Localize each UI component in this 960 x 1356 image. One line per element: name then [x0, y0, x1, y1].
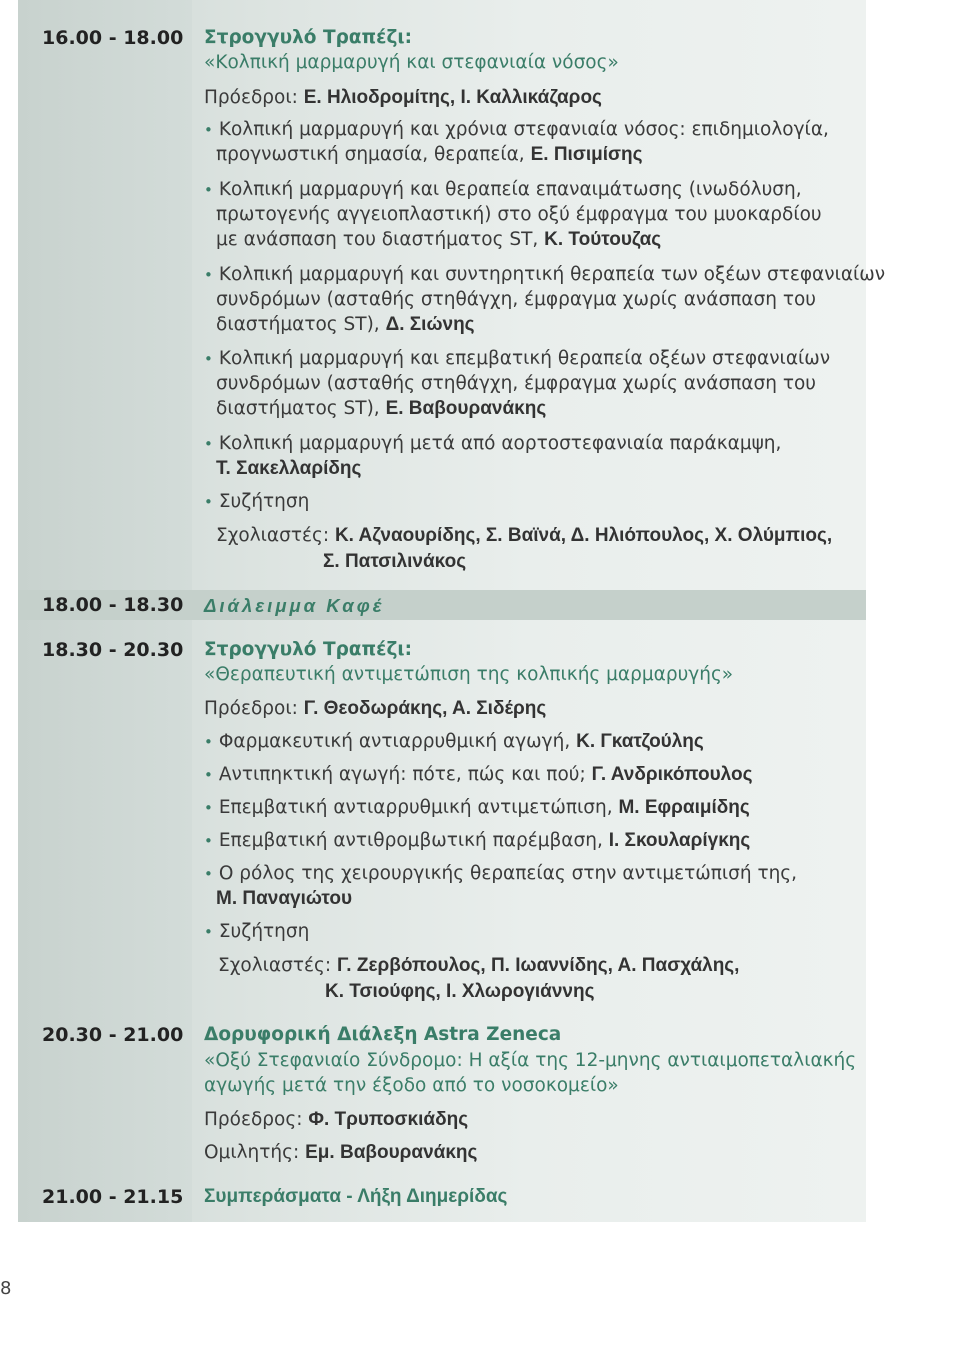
- s1-talk-3-line-3: διαστήματος ST), Δ. Σιώνης: [216, 314, 475, 335]
- s3-talk-1: • Φαρμακευτική αντιαρρυθμική αγωγή, Κ. Γκατζούλης: [204, 730, 704, 754]
- s1-commentators-line-1: Σχολιαστές: Κ. Αζναουρίδης, Σ. Βαϊνά, Δ. Ηλιόπουλος, Χ. Ολύμπιος,: [216, 525, 833, 546]
- session-4-title-line-2: αγωγής μετά την έξοδο από το νοσοκομείο»: [204, 1075, 619, 1096]
- s1-commentators-line-2: Σ. Πατσιλινάκος: [323, 551, 467, 572]
- s1-talk-3-line-1: • Κολπική μαρμαρυγή και συντηρητική θεραπεία των οξέων στεφανιαίων: [204, 263, 885, 287]
- s3-talk-5-line-1: • Ο ρόλος της χειρουργικής θεραπείας στην αντιμετώπισή της,: [204, 862, 797, 886]
- s1-talk-1-line-2: προγνωστική σημασία, θεραπεία, Ε. Πισιμίσης: [216, 144, 643, 165]
- page-number: 8: [0, 1278, 12, 1299]
- s1-talk-1-line-1: • Κολπική μαρμαρυγή και χρόνια στεφανιαία νόσος: επιδημιολογία,: [204, 118, 829, 142]
- session-4-speaker: Ομιλητής: Εμ. Βαβουρανάκης: [204, 1142, 478, 1163]
- s3-discussion: • Συζήτηση: [204, 920, 309, 944]
- session-3-type: Στρογγυλό Τραπέζι:: [204, 639, 412, 660]
- s3-talk-3: • Επεμβατική αντιαρρυθμική αντιμετώπιση, Μ. Εφραιμίδης: [204, 796, 750, 820]
- session-4-chair: Πρόεδρος: Φ. Τρυποσκιάδης: [204, 1109, 469, 1130]
- coffee-break-title: Διάλειμμα Καφέ: [204, 595, 385, 616]
- session-3-chairs: Πρόεδροι: Γ. Θεοδωράκης, Α. Σιδέρης: [204, 698, 547, 719]
- s3-talk-5-speaker: Μ. Παναγιώτου: [216, 888, 353, 909]
- s1-talk-2-line-3: με ανάσπαση του διαστήματος ST, Κ. Τούτουζας: [216, 229, 662, 250]
- session-4-title-line-1: «Οξύ Στεφανιαίο Σύνδρομο: Η αξία της 12-μηνης αντιαιμοπεταλιακής: [204, 1050, 857, 1071]
- session-3-time: 18.30 - 20.30: [42, 639, 184, 661]
- session-1-title: «Κολπική μαρμαρυγή και στεφανιαία νόσος»: [204, 52, 619, 73]
- session-2-time: 18.00 - 18.30: [42, 594, 184, 616]
- s1-talk-4-line-3: διαστήματος ST), Ε. Βαβουρανάκης: [216, 398, 547, 419]
- s1-talk-4-line-2: συνδρόμων (ασταθής στηθάγχη, έμφραγμα χωρίς ανάσπαση του: [216, 373, 816, 394]
- session-4-time: 20.30 - 21.00: [42, 1024, 184, 1046]
- s3-commentators-line-1: Σχολιαστές: Γ. Ζερβόπουλος, Π. Ιωαννίδης, Α. Πασχάλης,: [218, 955, 740, 976]
- s1-talk-2-line-1: • Κολπική μαρμαρυγή και θεραπεία επαναιμάτωσης (ινωδόλυση,: [204, 178, 802, 202]
- session-3-title: «Θεραπευτική αντιμετώπιση της κολπικής μαρμαρυγής»: [204, 664, 734, 685]
- s1-talk-5-line-1: • Κολπική μαρμαρυγή μετά από αορτοστεφανιαία παράκαμψη,: [204, 432, 781, 456]
- session-1-type: Στρογγυλό Τραπέζι:: [204, 27, 412, 48]
- s1-talk-5-speaker: Τ. Σακελλαρίδης: [216, 458, 362, 479]
- session-1-time: 16.00 - 18.00: [42, 27, 184, 49]
- s1-talk-4-line-1: • Κολπική μαρμαρυγή και επεμβατική θεραπεία οξέων στεφανιαίων: [204, 347, 830, 371]
- s3-commentators-line-2: Κ. Τσιούφης, Ι. Χλωρογιάννης: [325, 981, 595, 1002]
- session-5-time: 21.00 - 21.15: [42, 1186, 184, 1208]
- s3-talk-2: • Αντιπηκτική αγωγή: πότε, πώς και πού; Γ. Ανδρικόπουλος: [204, 763, 752, 787]
- s1-discussion: • Συζήτηση: [204, 490, 309, 514]
- s1-talk-2-line-2: πρωτογενής αγγειοπλαστική) στο οξύ έμφραγμα του μυοκαρδίου: [216, 204, 822, 225]
- s3-talk-4: • Επεμβατική αντιθρομβωτική παρέμβαση, Ι. Σκουλαρίγκης: [204, 829, 750, 853]
- session-5-title: Συμπεράσματα - Λήξη Διημερίδας: [204, 1186, 508, 1207]
- session-4-type: Δορυφορική Διάλεξη Astra Zeneca: [204, 1024, 562, 1045]
- session-1-chairs: Πρόεδροι: Ε. Ηλιοδρομίτης, Ι. Καλλικάζαρος: [204, 87, 602, 108]
- s1-talk-3-line-2: συνδρόμων (ασταθής στηθάγχη, έμφραγμα χωρίς ανάσπαση του: [216, 289, 816, 310]
